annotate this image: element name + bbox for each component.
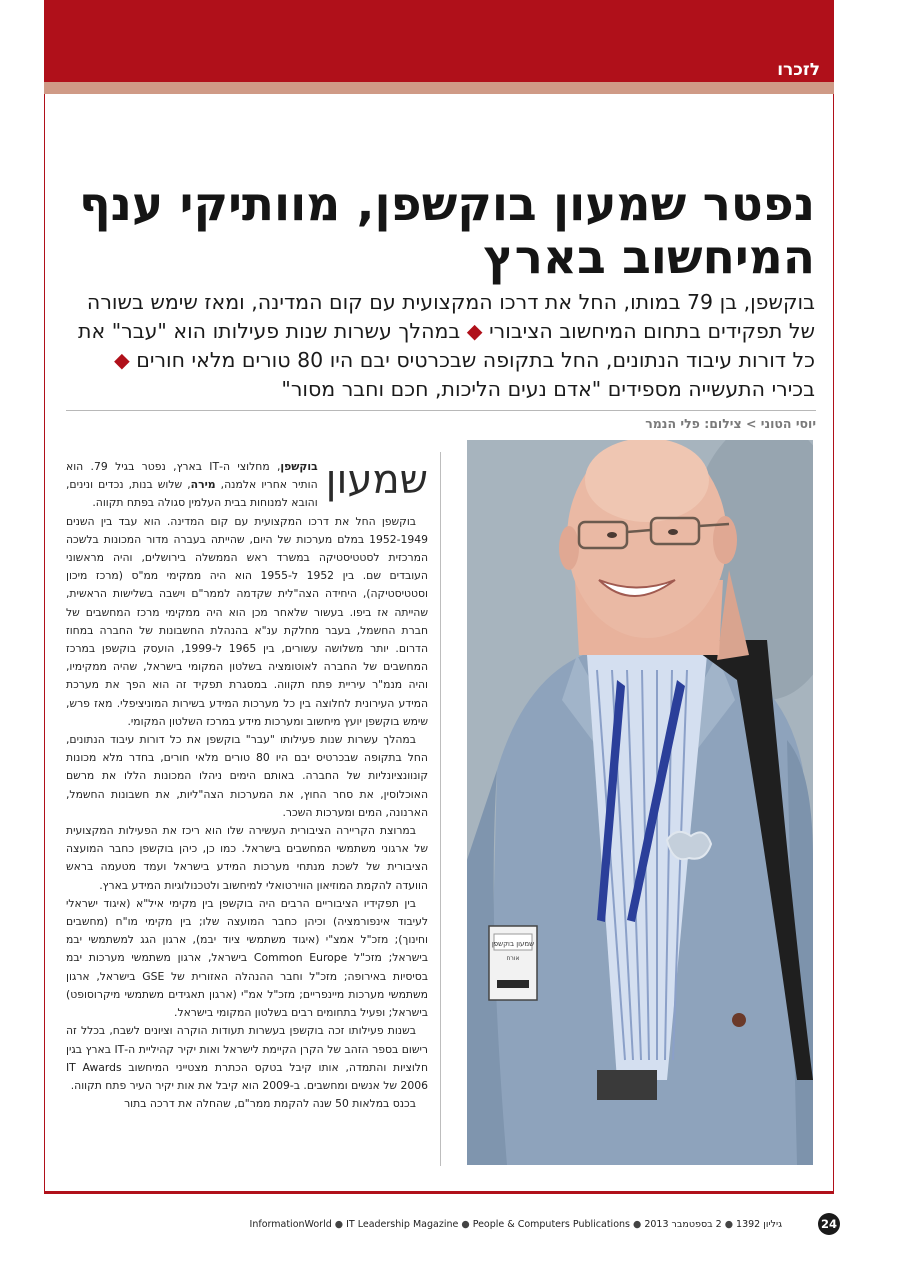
body-paragraph: בשנות פעילותו זכה בוקשפן בעשרות תעודות הוקרה וציונים לשבח, בכלל זה רישום בספר הזהב של הקרן הקיימת לישראל ואות יקיר קהיליית ה-IT בארץ בגין חלוציות והתמדה, אותו קיבל בטקס הכתרת מצטייני המיחשוב IT Awards 2006 של אנשים ומחשבים. ב-2009 הוא קיבל את אות יקיר העיר פתח תקווה. [66,1024,428,1092]
footer-pub-1: InformationWorld [249,1219,332,1230]
lead-part-3: בכירי התעשייה מספידים "אדם נעים הליכות, חכם וחבר מסור" [281,377,815,401]
footer-date: 2 בספטמבר 2013 [644,1219,722,1230]
body-wife-bold: מירה [190,478,216,492]
header-bar [44,0,834,82]
body-paragraph: במהלך עשרות שנות פעילותו "עבר" בוקשפן את כל דורות עיבוד הנתונים, החל בתקופה שבכרטיס יבם היו 80 טורים מלאי חורים, בחדר מלא מכונות קונוונציונליות של החברה. באותם הימים ניהלו המכונות הללו את מרשם האוכלוסין, את סחר החוץ, את המערכות הצה"ליות, את חשבונות החשמל, הארנונה, המים ומערכות השכר. [66,733,428,819]
page-footer [249,1213,840,1235]
footer-publication-line [250,1219,782,1230]
footer-pub-3: People & Computers Publications [472,1219,630,1230]
portrait-photo [467,440,813,1165]
body-paragraph: בכנס במלאות 50 שנה להקמת ממר"ם, שהחלה את דרכה בתור [124,1097,416,1111]
headline: נפטר שמעון בוקשפן, מוותיקי ענף המיחשוב בארץ [78,177,815,285]
body-text: , שלוש בנות, נכדים ונינים, והובא למנוחות בבית העלמין סגולה בפתח תקווה. [66,478,318,510]
footer-pub-2: IT Leadership Magazine [346,1219,459,1230]
dropcap-first-name: שמעון [325,457,428,503]
section-label: לזכרו [777,60,820,80]
article-body [66,458,428,1113]
column-divider [440,452,441,1166]
body-text: , מחלוצי ה-IT בארץ, נפטר בגיל 79. הוא הותיר אחריו אלמנה, [66,460,318,492]
diamond-bullet-icon: ◆ [113,348,130,372]
lead-part-2: במהלך עשרות שנות פעילותו הוא "עבר" את כל דורות עיבוד הנתונים, החל בתקופה שבכרטיס יבם היו 80 טורים מלאי חורים [78,319,815,372]
body-paragraph: במרוצת הקריירה הציבורית העשירה שלו הוא ריכז את הפעילות המקצועית של ארגוני משתמשי המחשבים בישראל. כמו כן, כיהן בוקשפן כחבר המועצה הציבורית של לשכת מנתחי מערכות המידע בישראל ועמד מטעמה בראש הוועדה להקמת המוזיאון הווירטואלי למיחשוב ולטכנולוגיות המידע בארץ. [66,824,428,892]
bullet-icon: ● [461,1219,470,1230]
body-paragraph: בין תפקידיו הציבוריים הרבים היה בוקשפן בין מקימי איל"א (איגוד ישראלי לעיבוד אינפורמציה) וכיהן כחבר המועצה שלו; בין מקימי מו"ח (מחשבים וחינוך); מזכ"ל אמצ"י (איגוד משתמשי ציוד יבמ), ארגון הגג למשתמשי יבמ בישראל; מזכ"ל Common Europe בישראל, ארגון משתמשי מערכות יבמ בסיסיות באירופה; מזכ"ל וחבר ההנהלה האזורית של GSE בישראל, ארגון משתמשי מערכות מיינפריים; מזכ"ל אמ"י (ארגון תאגידים משתמשי מיקרוסופט) בישראל; ופעיל בתחומים רבים בשלטון המקומי בישראל. [66,896,429,1020]
page-number: 24 [818,1213,840,1235]
bullet-icon: ● [633,1219,642,1230]
byline: יוסי הטוני > צילום: פלי הנמר [645,416,816,431]
bullet-icon: ● [334,1219,344,1230]
lead-part-1: בוקשפן, בן 79 במותו, החל את דרכו המקצועית עם קום המדינה, ומאז שימש בשורה של תפקידים בתחום המיחשוב הציבורי [86,290,815,343]
divider [66,410,816,411]
body-paragraph: בוקשפן החל את דרכו המקצועית עם קום המדינה. הוא עבד בין השנים 1952-1949 במלם מערכות של היום, שהייתה בעברה מדור המכונות בלשכה המרכזית לסטטיסטיקה במשרד ראש הממשלה בירושלים, והיה מראשוני העובדים שם. בין 1952 ל-1955 הוא היה ממקימי ממ"ס (מרכז מיכון וסטטיסטיקה), היחידה הצה"לית שקדמה לממר"ם וישבה בשלישות הראשית, שהייתה אז ביפו. בעשור שלאחר מכן הוא היה ממקימי מרכז המחשבים של חברת החשמל, בעבר מחלקת ענ"א בהנהלת החשבונות של החברה במחוז הדרום. יותר משלושה עשורים, בין 1965 ל-1999, הועסק בוקשפן במרכז המחשבים של החברה לאוטומציה בשלטון המקומי בישראל, שהיה ממקימיו, והיה מנמ"ר עיריית פתח תקווה. במסגרת תפקיד זה הוא הפך את מערכת המידע העירונית לחלוצה בין כל מערכות המידע בשירות המוניציפלי. מאז פרש, שימש בוקשפן יועץ מיחשוב ומערכות מידע במרכז השלטון המקומי. [66,514,429,728]
header-strip [44,82,834,94]
bullet-icon: ● [724,1219,734,1230]
diamond-bullet-icon: ◆ [466,319,483,343]
badge-name: שמעון בוקשפן [491,940,535,948]
lead-paragraph [70,288,815,404]
footer-issue: גיליון 1392 [736,1219,782,1230]
body-name-bold: בוקשפן [280,460,318,473]
badge-role: אורח [506,955,520,962]
